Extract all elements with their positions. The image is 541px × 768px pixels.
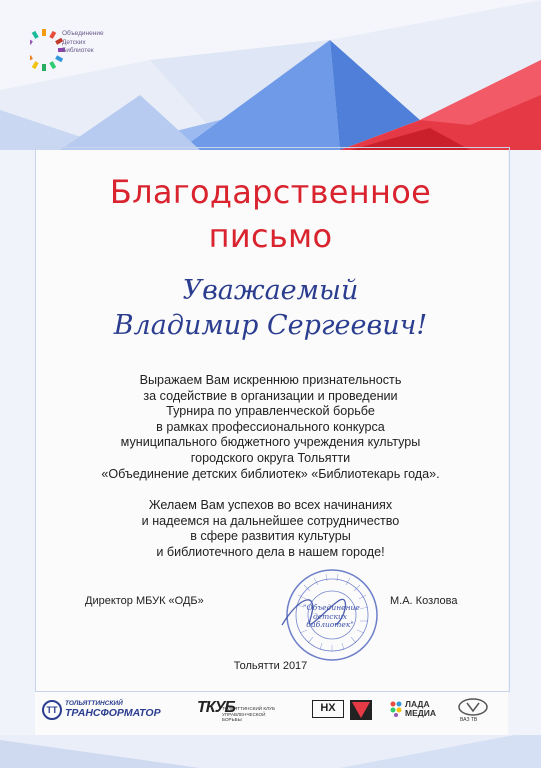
city-year: Тольятти 2017 (233, 660, 308, 672)
body-line: «Объединение детских библиотек» «Библиотекарь года». (101, 466, 440, 481)
lada-media-line: ЛАДА (405, 699, 430, 709)
greeting-name: Владимир Сергеевич! (113, 310, 428, 341)
stamp-line: библиотек" (306, 620, 354, 629)
red-arrow-logo (350, 700, 372, 720)
body-line: за содействие в организации и проведении (143, 388, 398, 403)
body-line: и надеемся на дальнейшее сотрудничество (141, 513, 400, 528)
lada-media-dots-icon (390, 701, 402, 717)
body-line: Турнира по управленческой борьбе (166, 404, 375, 419)
body-paragraph-wishes (0, 498, 541, 560)
logo-line: Детских (62, 38, 86, 46)
logo-line: Объединение (62, 30, 104, 37)
body-paragraph-gratitude (0, 373, 541, 482)
lada-media-logo-text (405, 700, 436, 717)
vaz-tv-logo-text: ВАЗ ТВ (460, 717, 478, 723)
body-line: Желаем Вам успехов во всех начинаниях (148, 498, 393, 512)
logo-text (62, 30, 104, 56)
signatory-position: Директор МБУК «ОДБ» (85, 595, 204, 607)
lada-media-line: МЕДИА (405, 707, 437, 718)
transformer-logo-text: ТРАНСФОРМАТОР (65, 707, 161, 719)
transformer-logo-small-text: ТОЛЬЯТТИНСКИЙ (65, 700, 123, 707)
logo-line: Библиотек (62, 47, 94, 54)
body-line: в сфере развития культуры (190, 529, 351, 544)
nx-logo: НХ (312, 700, 344, 718)
body-line: Выражаем Вам искреннюю признательность (139, 373, 402, 387)
letter-title-second-line: письмо (208, 217, 333, 255)
greeting-salutation: Уважаемый (182, 275, 359, 306)
stamp-line: детских (312, 611, 348, 621)
stamp-line: "Объединение (303, 603, 360, 612)
body-line: муниципального бюджетного учреждения культуры (120, 435, 421, 450)
body-line: городского округа Тольятти (190, 450, 351, 465)
body-line: и библиотечного дела в нашем городе! (156, 544, 385, 559)
signatory-name: М.А. Козлова (390, 595, 458, 607)
letter-title: Благодарственное (109, 173, 432, 211)
stamp-center-text (303, 603, 360, 630)
transformer-logo-icon: ТТ (42, 700, 62, 720)
tku-logo-mark: ТКУБ (197, 699, 235, 716)
tku-logo-text: ТОЛЬЯТТИНСКИЙ КЛУБ УПРАВЛЕНЧЕСКОЙ БОРЬБЫ (222, 706, 275, 722)
body-line: в рамках профессионального конкурса (156, 419, 385, 434)
